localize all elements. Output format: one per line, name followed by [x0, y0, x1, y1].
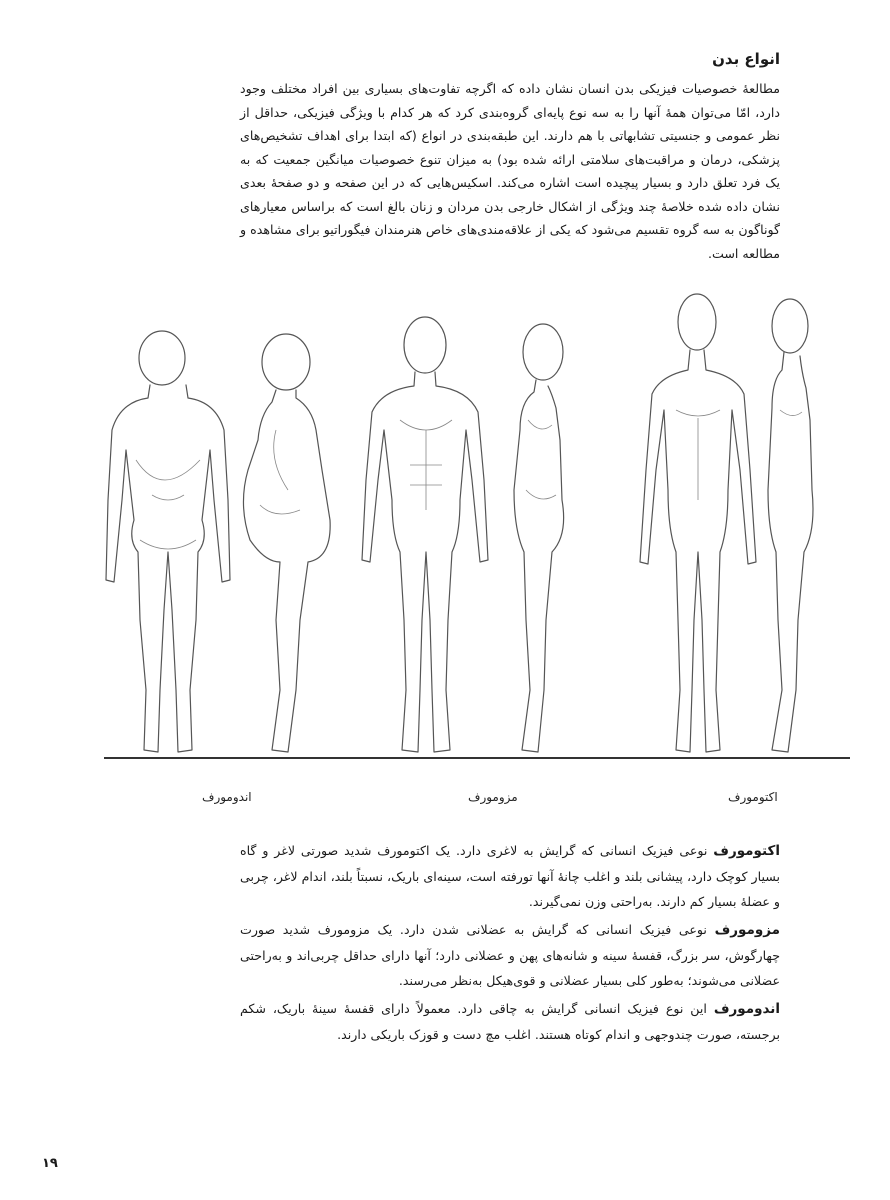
mesomorph-front-figure: [362, 317, 488, 752]
definition-term: مزومورف: [714, 922, 780, 938]
definition-term: اکتومورف: [713, 843, 780, 859]
ectomorph-front-figure: [640, 294, 756, 752]
definition-term: اندومورف: [713, 1001, 780, 1017]
section-title: انواع بدن: [712, 50, 780, 68]
caption-endomorph: اندومورف: [202, 790, 252, 804]
mesomorph-side-figure: [514, 324, 564, 752]
endomorph-front-figure: [106, 331, 230, 752]
definitions-section: [240, 838, 780, 1050]
caption-mesomorph: مزومورف: [468, 790, 518, 804]
ectomorph-side-figure: [768, 299, 813, 752]
definition-endomorph: [240, 996, 780, 1047]
endomorph-side-figure: [243, 334, 330, 752]
definition-text: نوعی فیزیک انسانی که گرایش به عضلانی شدن دارد. یک مزومورف شدید صورت چهارگوش، سر بزرگ، قفسهٔ سینه و شانه‌های پهن و عضلانی دارد؛ آنها دارای حداقل چربی‌اند و به‌راحتی عضلانی می‌شوند؛ به‌طور کلی بسیار عضلانی و قوی‌هیکل به‌نظر می‌رسند.: [240, 922, 780, 988]
definition-text: نوعی فیزیک انسانی که گرایش به لاغری دارد. یک اکتومورف شدید صورتی لاغر و گاه بسیار کوچک دارد، پیشانی بلند و اغلب چانهٔ آنها تورفته است، سینه‌ای باریک، نسبتاً بلند، اندام لاغر، چربی و عضلهٔ بسیار کم دارند. به‌راحتی وزن نمی‌گیرند.: [240, 843, 780, 909]
definition-text: این نوع فیزیک انسانی گرایش به چاقی دارد. معمولاً دارای قفسهٔ سینهٔ باریک، شکم برجسته، صورت چندوجهی و اندام کوتاه هستند. اغلب مچ دست و قوزک باریکی دارند.: [240, 1001, 780, 1042]
body-types-illustration: [100, 290, 850, 770]
definition-ectomorph: [240, 838, 780, 914]
caption-ectomorph: اکتومورف: [728, 790, 778, 804]
intro-paragraph: مطالعهٔ خصوصیات فیزیکی بدن انسان نشان داده که اگرچه تفاوت‌های بسیاری بین افراد مختلف وجود دارد، امّا می‌توان همهٔ آنها را به سه نوع پایه‌ای گروه‌بندی کرد که هر کدام با ویژگی فیزیکی، حداقل از نظر عمومی و جنسیتی تشابهاتی با هم دارند. این طبقه‌بندی در انواع (که ابتدا برای اهداف تشخیص‌های پزشکی، درمان و مراقبت‌های سلامتی ارائه شده بود) به میزان تنوع خصوصیات میانگین جمعیت که به یک فرد تعلق دارد و بسیار پیچیده است اشاره می‌کند. اسکیس‌هایی که در این صفحه و دو صفحهٔ بعدی نشان داده شده خلاصهٔ چند ویژگی از اشکال خارجی بدن مردان و زنان بالغ است که براساس معیارهای گوناگون به سه گروه تقسیم می‌شود که یکی از علاقه‌مندی‌های خاص هنرمندان فیگوراتیو برای مشاهده و مطالعه است.: [240, 81, 780, 261]
definition-mesomorph: [240, 917, 780, 993]
page-number: ۱۹: [42, 1156, 58, 1171]
